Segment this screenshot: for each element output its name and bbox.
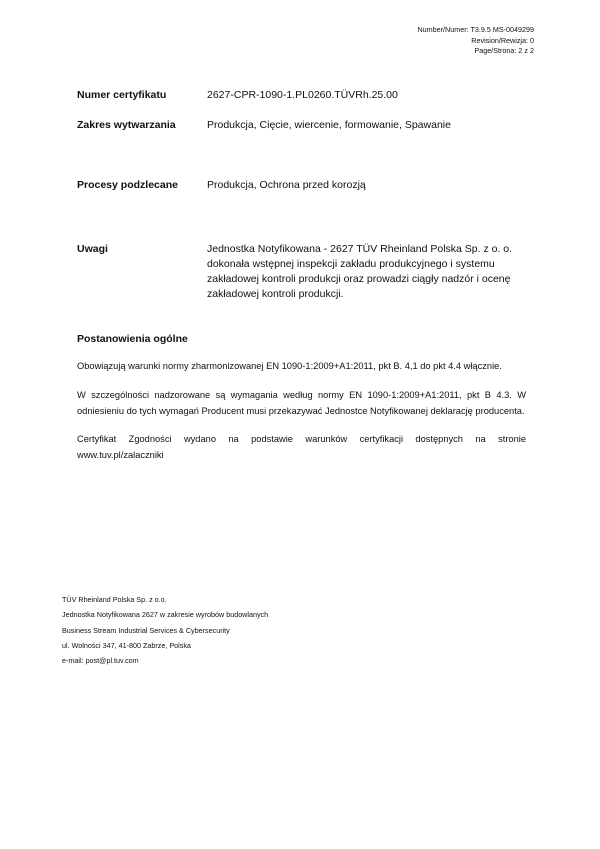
remarks-line: dokonała wstępnej inspekcji zakładu produkcyjnego i systemu (207, 258, 495, 270)
document-revision: Revision/Rewizja: 0 (471, 35, 534, 45)
document-number: Number/Numer: T3.9.5 MS-0049299 (417, 25, 534, 34)
page-number: Page/Strona: 2 z 2 (474, 46, 534, 55)
footer-line: TÜV Rheinland Polska Sp. z o.o. (62, 595, 167, 604)
field-label: Uwagi (77, 243, 108, 255)
field-value: Produkcja, Cięcie, wiercenie, formowanie, Spawanie (207, 119, 451, 131)
remarks-line: zakładowej kontroli produkcji. (207, 288, 344, 300)
document-meta (417, 25, 534, 57)
general-paragraph: Certyfikat Zgodności wydano na podstawie warunków certyfikacji dostępnych na stronie www.tuv.pl/zalaczniki (77, 434, 526, 460)
general-paragraph: Obowiązują warunki normy zharmonizowanej EN 1090-1:2009+A1:2011, pkt B. 4,1 do pkt 4.4 włącznie. (77, 361, 502, 371)
remarks-line: Jednostka Notyfikowana - 2627 TÜV Rheinland Polska Sp. z o. o. (207, 243, 513, 255)
footer (62, 592, 268, 668)
field-label: Procesy podzlecane (77, 179, 178, 191)
remarks-line: zakładowej kontroli produkcji oraz prowadzi ciągły nadzór i ocenę (207, 273, 511, 285)
footer-line: Business Stream Industrial Services & Cybersecurity (62, 625, 230, 635)
field-value: 2627-CPR-1090-1.PL0260.TÜVRh.25.00 (207, 89, 398, 101)
field-label: Numer certyfikatu (77, 89, 167, 101)
field-value (207, 242, 527, 302)
footer-email: e-mail: post@pl.tuv.com (62, 656, 139, 666)
field-value: Produkcja, Ochrona przed korozją (207, 179, 366, 191)
footer-line: Jednostka Notyfikowana 2627 w zakresie wyrobów budowlanych (62, 610, 269, 620)
footer-line: ul. Wolności 347, 41-800 Zabrze, Polska (62, 640, 191, 650)
general-paragraph: W szczególności nadzorowane są wymagania według normy EN 1090-1:2009+A1:2011, pkt B 4.3. W odniesieniu do tych wymagań Producent musi przekazywać Jednostce Notyfikowanej deklarację producenta. (77, 390, 526, 416)
section-title: Postanowienia ogólne (77, 333, 188, 345)
field-label: Zakres wytwarzania (77, 119, 176, 131)
